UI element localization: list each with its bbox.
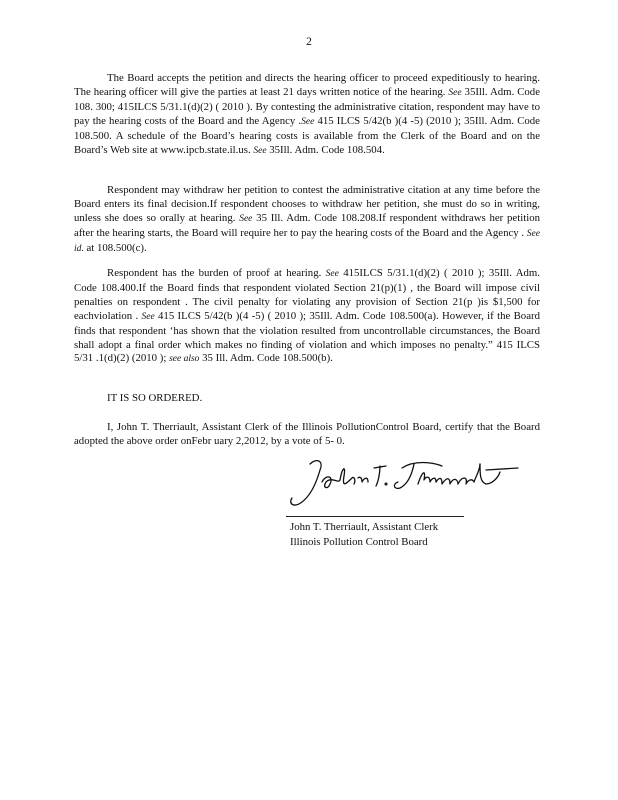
citation-signal: See <box>253 145 267 156</box>
signer-name-title: John T. Therriault, Assistant Clerk <box>290 521 439 533</box>
order-statement: IT IS SO ORDERED. <box>107 392 203 404</box>
handwritten-signature <box>282 454 532 516</box>
citation-signal: See <box>301 116 315 127</box>
paragraph-withdrawal: Respondent may withdraw her petition to contest the administrative citation at any time before the Board enters its final decision.If respondent chooses to withdraw her petition, she must do so in writing, unless she does so orally at hearing. See 35 Ill. Adm. Code 108.208.If respondent withdraws her petition after the hearing starts, the Board will require her to pay the hearing costs of the Board and the Agency . See id. at 108.500(c). <box>74 184 540 254</box>
clerk-certification: I, John T. Therriault, Assistant Clerk of the Illinois PollutionControl Board, certify that the Board adopted the above order onFebr uary 2,2012, by a vote of 5- 0. <box>74 421 540 447</box>
paragraph-burden-of-proof: Respondent has the burden of proof at hearing. See 415ILCS 5/31.1(d)(2) ( 2010 ); 35Ill. Adm. Code 108.400.If the Board finds that respondent violated Section 21(p)(1) , the Board will impose civil penalties on respondent . The civil penalty for violating any provision of Section 21(p )is $1,500 for eachviolation . See 415 ILCS 5/42(b )(4 -5) ( 2010 ); 35Ill. Adm. Code 108.500(a). However, if the Board finds that respondent ‘has shown that the violation resulted from uncontrollable circumstances, the Board shall adopt a final order which makes no finding of violation and which imposes no penalty.” 415 ILCS 5/31 .1(d)(2) (2010 ); see also 35 Ill. Adm. Code 108.500(b). <box>74 267 541 365</box>
paragraph-hearing-notice: The Board accepts the petition and directs the hearing officer to proceed expeditiously to hearing. The hearing officer will give the parties at least 21 days written notice of the hearing. See 35Ill. Adm. Code 108. 300; 415ILCS 5/31.1(d)(2) ( 2010 ). By contesting the administrative citation, respondent may have to pay the hearing costs of the Board and the Agency .See 415 ILCS 5/42(b )(4 -5) (2010 ); 35Ill. Adm. Code 108.500. A schedule of the Board’s hearing costs is available from the Clerk of the Board and on the Board’s Web site at www.ipcb.state.il.us. See 35Ill. Adm. Code 108.504. <box>74 72 540 156</box>
signer-organization: Illinois Pollution Control Board <box>290 536 428 548</box>
citation-signal: see also <box>169 354 200 365</box>
citation-signal: See <box>239 213 253 224</box>
signer-block <box>290 520 438 550</box>
citation-signal: See <box>448 87 462 98</box>
page-number: 2 <box>306 36 312 48</box>
signature-line <box>286 516 464 517</box>
citation-signal: See id. <box>74 228 540 254</box>
citation-signal: See <box>141 311 155 322</box>
citation-signal: See <box>325 269 339 279</box>
